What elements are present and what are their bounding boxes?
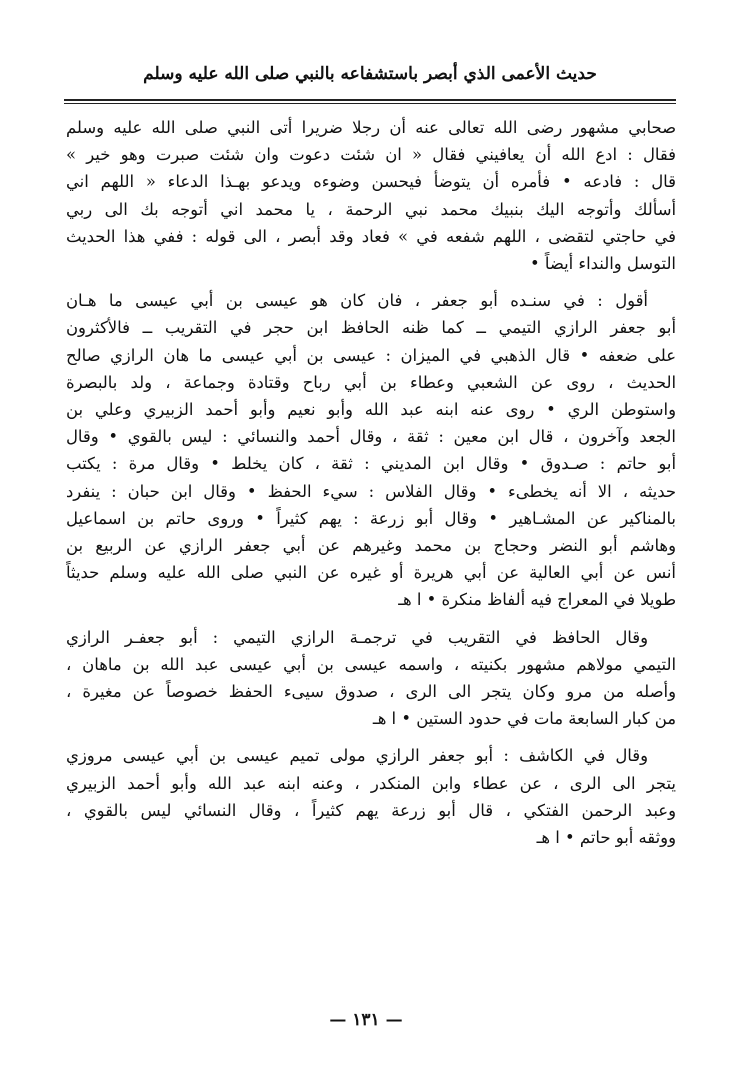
text-line: الجعد وآخرون ، قال ابن معين : ثقة ، وقال أحمد والنسائي : ليس بالقوي • وقال [66,427,676,447]
text-line: يتجر الى الرى ، عن عطاء وابن المنكدر ، وعنه ابنه عبد الله وأبو أحمد الزبيري [66,773,676,793]
header-rule [64,99,676,101]
text-line: التيمي مولاهم مشهور بكنيته ، واسمه عيسى بن أبي عيسى عبد الله بن ماهان ، [66,654,676,674]
text-line: بالمناكير عن المشـاهير • وقال أبو زرعة : يهم كثيراً • وروى حاتم بن اسماعيل [66,508,676,528]
page-number: — ١٣١ — [329,1010,403,1030]
paragraph-hadith [66,114,676,277]
text-line: أنس عن أبي العالية عن أبي هريرة أو غيره عن النبي صلى الله عليه وسلم حديثاً [66,563,676,583]
header-rule-thin [64,103,676,104]
paragraph-kashif [66,742,676,851]
text-line: على ضعفه • قال الذهبي في الميزان : عيسى بن أبي عيسى ما هان الرازي صالح [66,345,676,365]
text-line: أقول : في سنـده أبو جعفر ، فان كان هو عيسى بن أبي عيسى ما هـان [66,291,648,311]
text-line: وقال الحافظ في التقريب في ترجمـة الرازي التيمي : أبو جعفـر الرازي [66,627,648,647]
text-line: التوسل والنداء أيضاً • [529,254,676,274]
text-line: طويلا في المعراج فيه ألفاظ منكرة • ا هـ [398,590,676,610]
text-line: حديثه ، الا أنه يخطىء • وقال الفلاس : سيء الحفظ • وقال ابن حبان : ينفرد [66,481,676,501]
text-line: أبو جعفر الرازي التيمي ــ كما ظنه الحافظ ابن حجر في التقريب ــ فالأكثرون [66,318,676,338]
text-line: واستوطن الري • روى عنه ابنه عبد الله وأبو نعيم وأبو أحمد الزبيري وعلي بن [66,400,676,420]
text-line: وأصله من مرو وكان يتجر الى الرى ، صدوق سيىء الحفظ خصوصاً عن مغيرة ، [66,682,676,702]
text-line: الحديث ، روى عن الشعبي وعطاء بن أبي رباح وقتادة وجماعة ، ولد بالبصرة [66,372,676,392]
paragraph-isnad-critique [66,287,676,613]
text-line: وهاشم أبو النضر وحجاج بن محمد وغيرهم عن أبي جعفر الرازي عن الربيع بن [66,536,676,556]
text-line: صحابي مشهور رضى الله تعالى عنه أن رجلا ضريرا أتى النبي صلى الله عليه وسلم [66,118,676,137]
body-text [66,114,676,851]
text-line: ووثقه أبو حاتم • ا هـ [536,828,676,848]
text-line: وقال في الكاشف : أبو جعفر الرازي مولى تميم عيسى بن أبي عيسى مروزي [66,746,648,766]
text-line: أبو حاتم : صـدوق • وقال ابن المديني : ثقة ، كان يخلط • وقال مرة : يكتب [66,454,676,474]
text-line: وعبد الرحمن الفتكي ، قال أبو زرعة يهم كثيراً ، وقال النسائي ليس بالقوي ، [66,800,676,820]
text-line: قال : فادعه • فأمره أن يتوضأ فيحسن وضوءه ويدعو بهـذا الدعاء « اللهم اني [66,172,676,192]
text-line: في حاجتي لتقضى ، اللهم شفعه في » فعاد وقد أبصر ، الى قوله : ففي هذا الحديث [66,226,676,246]
text-line: أسألك وأتوجه اليك بنبيك محمد نبي الرحمة ، يا محمد اني أتوجه بك الى ربي [66,199,676,219]
paragraph-taqrib [66,624,676,733]
text-line: فقال : ادع الله أن يعافيني فقال « ان شئت دعوت وان شئت صبرت وهو خير » [66,145,676,165]
running-header-title: حديث الأعمى الذي أبصر باستشفاعه بالنبي صلى الله عليه وسلم [143,64,597,84]
text-line: من كبار السابعة مات في حدود الستين • ا هـ [372,709,676,729]
